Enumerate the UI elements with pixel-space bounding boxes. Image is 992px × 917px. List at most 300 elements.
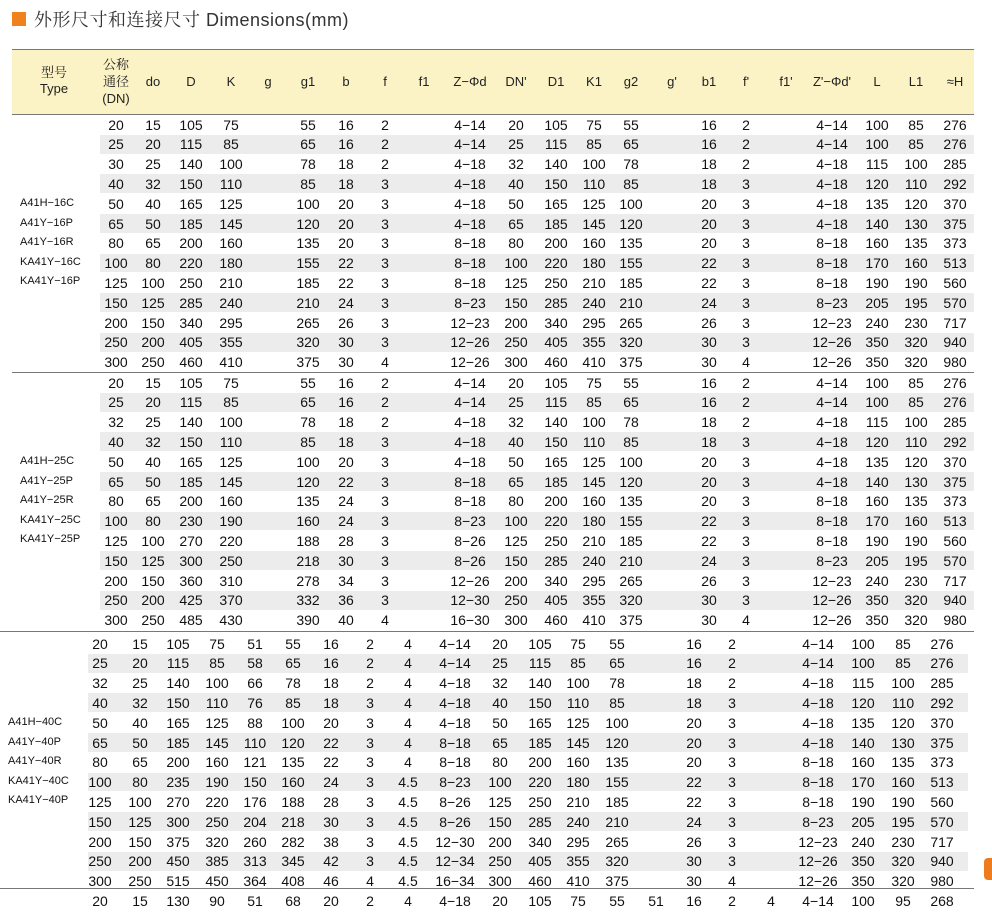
table-cell: 240 — [865, 314, 889, 331]
table-cell: 85 — [570, 655, 586, 672]
table-cell: 2 — [381, 116, 389, 133]
table-cell: 4−18 — [816, 414, 848, 431]
table-cell: 200 — [488, 833, 512, 850]
table-cell: 250 — [528, 793, 552, 810]
table-cell: 110 — [904, 175, 928, 192]
table-cell: 100 — [619, 453, 643, 470]
table-cell: 20 — [686, 714, 702, 731]
table-cell: 276 — [943, 136, 967, 153]
table-cell: 15 — [132, 635, 148, 652]
table-cell: 3 — [742, 195, 750, 212]
table-cell: 65 — [145, 493, 161, 510]
table-cell: 20 — [338, 215, 354, 232]
table-cell: 75 — [223, 374, 239, 391]
table-cell: 12−30 — [450, 592, 490, 609]
table-cell: 4−18 — [816, 195, 848, 212]
table-cell: 150 — [544, 175, 568, 192]
table-cell: 4 — [404, 694, 412, 711]
table-cell: 105 — [166, 635, 190, 652]
table-cell: 3 — [742, 513, 750, 530]
table-cell: 282 — [281, 833, 305, 850]
table-cell: 265 — [296, 314, 320, 331]
table-cell: 170 — [865, 513, 889, 530]
table-cell: 16−34 — [435, 873, 475, 890]
table-cell: 3 — [381, 493, 389, 510]
table-cell: 8−18 — [816, 532, 848, 549]
table-cell: 355 — [566, 853, 590, 870]
table-cell: 16 — [686, 893, 702, 909]
table-cell: 3 — [742, 175, 750, 192]
table-cell: 135 — [904, 493, 928, 510]
table-cell: 18 — [701, 175, 717, 192]
table-cell: 515 — [166, 873, 190, 890]
table-cell: 85 — [586, 394, 602, 411]
table-cell: 20 — [701, 493, 717, 510]
table-cell: 4−18 — [439, 714, 471, 731]
table-cell: 430 — [219, 612, 243, 629]
table-cell: 2 — [742, 136, 750, 153]
table-cell: 200 — [141, 334, 165, 351]
valve-type-label: A41Y−16P — [20, 216, 73, 229]
table-cell: 220 — [219, 532, 243, 549]
table-cell: 40 — [145, 453, 161, 470]
table-cell: 3 — [728, 774, 736, 791]
table-cell: 15 — [132, 893, 148, 909]
table-cell: 150 — [88, 813, 112, 830]
table-cell: 135 — [296, 493, 320, 510]
table-cell: 410 — [219, 354, 243, 371]
table-cell: 180 — [582, 513, 606, 530]
header-dn-1: 公称 — [102, 57, 130, 72]
table-cell: 185 — [179, 215, 203, 232]
table-cell: 160 — [205, 754, 229, 771]
table-cell: 20 — [508, 374, 524, 391]
orange-square-icon — [12, 12, 26, 26]
header-dn-2: 通径 — [102, 74, 130, 89]
table-cell: 16 — [338, 116, 354, 133]
table-cell: 2 — [742, 394, 750, 411]
table-cell: 150 — [179, 433, 203, 450]
table-cell: 8−23 — [454, 513, 486, 530]
table-cell: 170 — [865, 255, 889, 272]
table-cell: 30 — [701, 354, 717, 371]
table-cell: 355 — [582, 592, 606, 609]
table-cell: 150 — [528, 694, 552, 711]
table-cell: 78 — [300, 156, 316, 173]
table-cell: 292 — [930, 694, 954, 711]
table-cell: 560 — [943, 274, 967, 291]
table-cell: 18 — [701, 414, 717, 431]
table-cell: 2 — [742, 414, 750, 431]
table-cell: 375 — [296, 354, 320, 371]
table-cell: 18 — [323, 694, 339, 711]
table-cell: 313 — [243, 853, 267, 870]
table-cell: 75 — [570, 635, 586, 652]
table-cell: 100 — [865, 116, 889, 133]
table-cell: 51 — [648, 893, 664, 909]
table-cell: 292 — [943, 433, 967, 450]
table-cell: 940 — [943, 334, 967, 351]
header-col-4: g1 — [300, 74, 316, 89]
table-cell: 80 — [132, 774, 148, 791]
table-cell: 3 — [366, 754, 374, 771]
table-cell: 26 — [686, 833, 702, 850]
header-type-en: Type — [39, 81, 69, 96]
table-cell: 570 — [943, 294, 967, 311]
table-cell: 450 — [205, 873, 229, 890]
table-cell: 185 — [619, 532, 643, 549]
table-cell: 55 — [285, 635, 301, 652]
table-cell: 40 — [508, 433, 524, 450]
table-cell: 8−23 — [816, 552, 848, 569]
table-cell: 16−30 — [450, 612, 490, 629]
table-cell: 20 — [701, 235, 717, 252]
table-cell: 8−26 — [439, 813, 471, 830]
table-cell: 115 — [544, 394, 568, 411]
table-cell: 8−23 — [816, 294, 848, 311]
table-cell: 50 — [492, 714, 508, 731]
table-cell: 8−18 — [802, 774, 834, 791]
table-cell: 240 — [566, 813, 590, 830]
table-cell: 140 — [179, 156, 203, 173]
table-cell: 8−18 — [454, 255, 486, 272]
table-cell: 34 — [338, 572, 354, 589]
table-cell: 22 — [701, 274, 717, 291]
table-cell: 100 — [88, 774, 112, 791]
table-cell: 110 — [891, 694, 915, 711]
table-cell: 165 — [528, 714, 552, 731]
table-cell: 16 — [338, 394, 354, 411]
table-cell: 250 — [128, 873, 152, 890]
table-cell: 115 — [179, 394, 203, 411]
table-cell: 250 — [504, 334, 528, 351]
table-cell: 36 — [338, 592, 354, 609]
table-cell: 12−34 — [435, 853, 475, 870]
table-cell: 110 — [205, 694, 229, 711]
valve-type-label: A41Y−25R — [20, 494, 74, 506]
scroll-tab-icon[interactable] — [984, 858, 992, 880]
header-col-9: DN' — [505, 74, 527, 89]
table-cell: 32 — [108, 414, 124, 431]
table-cell: 2 — [742, 374, 750, 391]
table-cell: 30 — [701, 612, 717, 629]
table-cell: 40 — [338, 612, 354, 629]
table-cell: 85 — [623, 175, 639, 192]
valve-type-label: KA41Y−40C — [8, 774, 69, 787]
table-cell: 200 — [88, 833, 112, 850]
table-cell: 8−26 — [439, 793, 471, 810]
table-cell: 570 — [930, 813, 954, 830]
table-cell: 100 — [619, 195, 643, 212]
table-cell: 20 — [338, 235, 354, 252]
table-cell: 320 — [891, 873, 915, 890]
table-cell: 120 — [865, 433, 889, 450]
table-cell: 78 — [623, 414, 639, 431]
table-cell: 100 — [281, 714, 305, 731]
table-cell: 22 — [686, 774, 702, 791]
table-cell: 28 — [338, 532, 354, 549]
table-cell: 340 — [528, 833, 552, 850]
table-cell: 20 — [145, 136, 161, 153]
table-cell: 100 — [141, 532, 165, 549]
table-cell: 75 — [223, 116, 239, 133]
table-cell: 185 — [544, 215, 568, 232]
table-cell: 4−18 — [454, 195, 486, 212]
table-cell: 20 — [686, 734, 702, 751]
table-cell: 285 — [528, 813, 552, 830]
table-cell: 135 — [605, 754, 629, 771]
table-cell: 160 — [281, 774, 305, 791]
table-cell: 140 — [528, 675, 552, 692]
table-cell: 20 — [701, 473, 717, 490]
table-cell: 65 — [623, 394, 639, 411]
table-cell: 300 — [488, 873, 512, 890]
table-cell: 513 — [943, 255, 967, 272]
table-cell: 20 — [701, 453, 717, 470]
table-cell: 85 — [285, 694, 301, 711]
table-cell: 28 — [323, 793, 339, 810]
table-cell: 125 — [504, 274, 528, 291]
table-cell: 40 — [92, 694, 108, 711]
header-type-cn: 型号 — [40, 65, 68, 80]
table-cell: 22 — [323, 754, 339, 771]
table-cell: 210 — [219, 274, 243, 291]
table-cell: 85 — [300, 433, 316, 450]
table-cell: 85 — [908, 394, 924, 411]
header-col-11: K1 — [586, 74, 602, 89]
table-cell: 12−26 — [812, 354, 852, 371]
table-cell: 135 — [865, 453, 889, 470]
table-cell: 125 — [104, 532, 128, 549]
table-cell: 20 — [492, 893, 508, 909]
table-cell: 190 — [851, 793, 875, 810]
table-cell: 100 — [504, 513, 528, 530]
table-cell: 100 — [865, 136, 889, 153]
table-cell: 20 — [145, 394, 161, 411]
table-cell: 100 — [296, 453, 320, 470]
table-cell: 120 — [296, 215, 320, 232]
table-cell: 25 — [492, 655, 508, 672]
table-cell: 278 — [296, 572, 320, 589]
table-cell: 250 — [141, 612, 165, 629]
table-cell: 200 — [104, 572, 128, 589]
table-cell: 350 — [851, 873, 875, 890]
table-cell: 3 — [366, 853, 374, 870]
section-title — [12, 6, 349, 32]
table-cell: 105 — [544, 374, 568, 391]
table-cell: 2 — [381, 394, 389, 411]
table-cell: 940 — [943, 592, 967, 609]
table-cell: 125 — [88, 793, 112, 810]
table-cell: 30 — [701, 334, 717, 351]
table-cell: 210 — [619, 552, 643, 569]
table-cell: 12−23 — [812, 314, 852, 331]
table-cell: 250 — [88, 853, 112, 870]
table-cell: 160 — [582, 493, 606, 510]
table-cell: 65 — [609, 655, 625, 672]
table-cell: 120 — [851, 694, 875, 711]
table-cell: 200 — [544, 235, 568, 252]
table-cell: 320 — [296, 334, 320, 351]
table-cell: 250 — [141, 354, 165, 371]
table-cell: 16 — [338, 136, 354, 153]
table-cell: 30 — [338, 334, 354, 351]
table-cell: 210 — [566, 793, 590, 810]
table-cell: 375 — [619, 612, 643, 629]
table-cell: 12−26 — [798, 873, 838, 890]
table-cell: 4−18 — [802, 714, 834, 731]
table-cell: 276 — [943, 116, 967, 133]
table-cell: 24 — [338, 513, 354, 530]
table-cell: 185 — [605, 793, 629, 810]
table-cell: 460 — [179, 354, 203, 371]
table-cell: 4−14 — [454, 374, 486, 391]
table-cell: 125 — [205, 714, 229, 731]
table-cell: 165 — [544, 453, 568, 470]
table-cell: 135 — [296, 235, 320, 252]
table-cell: 4−18 — [802, 694, 834, 711]
table-cell: 268 — [930, 893, 954, 909]
table-cell: 4.5 — [398, 833, 418, 850]
table-cell: 50 — [508, 195, 524, 212]
table-cell: 300 — [504, 612, 528, 629]
table-cell: 65 — [623, 136, 639, 153]
table-cell: 110 — [219, 433, 243, 450]
table-cell: 100 — [851, 635, 875, 652]
header-col-7: f1 — [418, 74, 430, 89]
table-cell: 100 — [865, 374, 889, 391]
table-cell: 190 — [865, 274, 889, 291]
table-cell: 20 — [92, 893, 108, 909]
table-cell: 200 — [179, 493, 203, 510]
header-col-20: ≈H — [946, 74, 964, 89]
table-cell: 24 — [701, 294, 717, 311]
table-cell: 240 — [865, 572, 889, 589]
table-cell: 230 — [179, 513, 203, 530]
table-cell: 2 — [366, 675, 374, 692]
table-cell: 4 — [728, 873, 736, 890]
table-cell: 320 — [605, 853, 629, 870]
table-cell: 65 — [145, 235, 161, 252]
table-cell: 160 — [582, 235, 606, 252]
table-cell: 22 — [338, 274, 354, 291]
table-cell: 300 — [88, 873, 112, 890]
table-cell: 4−18 — [454, 156, 486, 173]
valve-type-label: KA41Y−16C — [20, 255, 81, 268]
table-cell: 85 — [223, 136, 239, 153]
table-cell: 4−18 — [816, 156, 848, 173]
table-cell: 8−26 — [454, 532, 486, 549]
table-cell: 320 — [619, 592, 643, 609]
table-cell: 570 — [943, 552, 967, 569]
table-cell: 4−18 — [439, 675, 471, 692]
table-cell: 120 — [619, 473, 643, 490]
table-cell: 65 — [285, 655, 301, 672]
table-cell: 3 — [742, 314, 750, 331]
table-cell: 8−18 — [802, 754, 834, 771]
table-cell: 425 — [179, 592, 203, 609]
table-cell: 980 — [930, 873, 954, 890]
table-cell: 16 — [701, 136, 717, 153]
table-cell: 30 — [686, 853, 702, 870]
table-cell: 295 — [582, 314, 606, 331]
table-cell: 375 — [943, 473, 967, 490]
table-cell: 40 — [132, 714, 148, 731]
table-cell: 4−18 — [454, 433, 486, 450]
table-cell: 265 — [619, 572, 643, 589]
table-cell: 8−18 — [439, 734, 471, 751]
header-col-17: Z'−Φd' — [812, 74, 852, 89]
table-cell: 18 — [338, 433, 354, 450]
table-cell: 65 — [132, 754, 148, 771]
table-cell: 3 — [381, 592, 389, 609]
table-cell: 300 — [179, 552, 203, 569]
table-cell: 32 — [145, 433, 161, 450]
table-cell: 2 — [381, 414, 389, 431]
header-col-14: b1 — [701, 74, 717, 89]
table-cell: 150 — [504, 294, 528, 311]
table-cell: 100 — [605, 714, 629, 731]
table-cell: 115 — [179, 136, 203, 153]
table-cell: 145 — [219, 473, 243, 490]
table-cell: 250 — [104, 334, 128, 351]
table-cell: 180 — [582, 255, 606, 272]
header-dn-3: (DN) — [102, 91, 130, 106]
table-cell: 75 — [586, 116, 602, 133]
table-cell: 85 — [908, 374, 924, 391]
table-cell: 4.5 — [398, 774, 418, 791]
table-cell: 32 — [508, 414, 524, 431]
table-cell: 205 — [865, 552, 889, 569]
section-divider-1 — [0, 631, 974, 632]
valve-type-label: A41Y−40P — [8, 735, 61, 748]
table-cell: 3 — [742, 274, 750, 291]
table-cell: 2 — [742, 116, 750, 133]
header-col-18: L — [873, 74, 881, 89]
header-col-3: g — [264, 74, 272, 89]
table-cell: 20 — [701, 215, 717, 232]
table-cell: 165 — [166, 714, 190, 731]
table-cell: 210 — [296, 294, 320, 311]
header-col-2: K — [226, 74, 236, 89]
table-cell: 125 — [219, 453, 243, 470]
table-cell: 65 — [108, 473, 124, 490]
table-cell: 22 — [701, 513, 717, 530]
table-cell: 135 — [619, 235, 643, 252]
table-cell: 85 — [300, 175, 316, 192]
table-cell: 513 — [943, 513, 967, 530]
table-cell: 46 — [323, 873, 339, 890]
table-cell: 20 — [108, 374, 124, 391]
table-cell: 180 — [219, 255, 243, 272]
table-cell: 250 — [504, 592, 528, 609]
table-cell: 200 — [128, 853, 152, 870]
table-cell: 155 — [605, 774, 629, 791]
table-cell: 40 — [145, 195, 161, 212]
table-cell: 110 — [904, 433, 928, 450]
table-cell: 25 — [508, 136, 524, 153]
table-cell: 150 — [488, 813, 512, 830]
table-cell: 220 — [528, 774, 552, 791]
table-cell: 150 — [104, 552, 128, 569]
table-cell: 20 — [338, 195, 354, 212]
table-cell: 4 — [381, 354, 389, 371]
table-cell: 560 — [930, 793, 954, 810]
table-cell: 24 — [323, 774, 339, 791]
table-cell: 20 — [508, 116, 524, 133]
table-cell: 405 — [528, 853, 552, 870]
table-cell: 8−26 — [454, 552, 486, 569]
